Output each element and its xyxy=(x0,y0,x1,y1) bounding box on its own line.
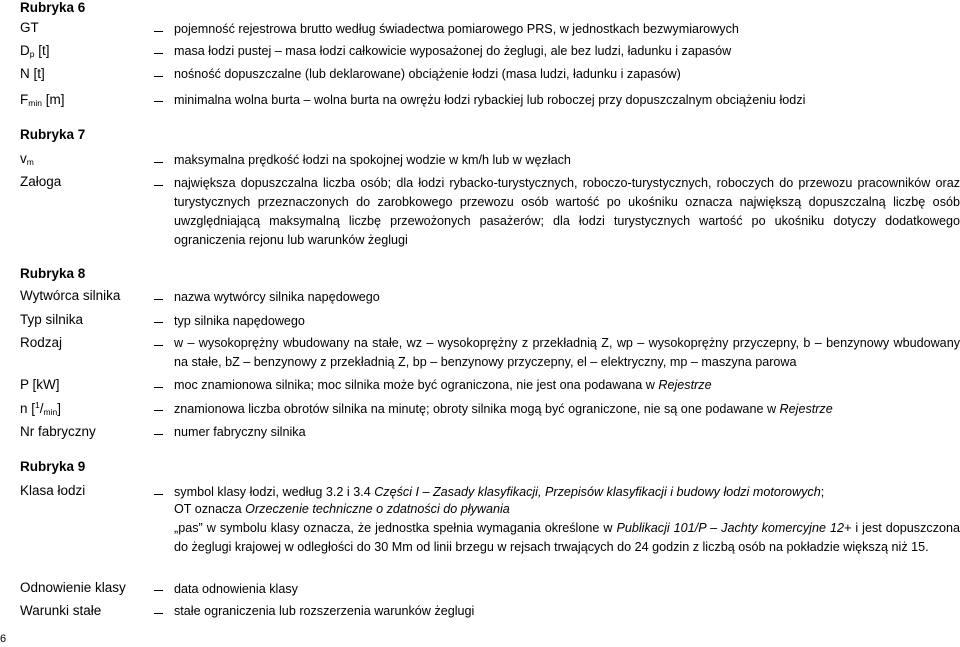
desc-n: nośność dopuszczalne (lub deklarowane) obciążenie łodzi (masa ludzi, ładunku i zapasów) xyxy=(174,67,681,81)
dash xyxy=(154,185,163,186)
heading-rubryka-6: Rubryka 6 xyxy=(20,0,86,15)
desc-typ: typ silnika napędowego xyxy=(174,314,305,328)
term-n-obroty: n $[^1/_{min}]$ xyxy=(20,400,61,417)
dash xyxy=(154,76,163,77)
term-klasa: Klasa łodzi xyxy=(20,483,86,498)
term-warunki: Warunki stałe xyxy=(20,603,102,618)
desc-n-obroty: znamionowa liczba obrotów silnika na minutę; obroty silnika mogą być ograniczone, nie są one podawane w Rejestrze xyxy=(174,402,833,416)
dash xyxy=(154,410,163,411)
dash xyxy=(154,613,163,614)
desc-rodzaj: w – wysokoprężny wbudowany na stałe, wz – wysokoprężny z przekładnią Z, wp – wysokoprężny przyczepny, b – benzynowy wbudowany na stałe, bZ – benzynowy z przekładnią Z, bp – benzynowy przyczepny, el – elektryczny, mp – maszyna parowa xyxy=(174,336,960,369)
desc-klasa-line2: OT oznacza Orzeczenie techniczne o zdatności do pływania xyxy=(174,502,510,516)
term-wytworca: Wytwórca silnika xyxy=(20,288,121,303)
dash xyxy=(154,387,163,388)
term-odnowienie: Odnowienie klasy xyxy=(20,580,126,595)
term-typ: Typ silnika xyxy=(20,312,84,327)
term-dp: $D_p$ [t] xyxy=(20,43,50,59)
dash xyxy=(154,434,163,435)
term-rodzaj: Rodzaj xyxy=(20,335,63,350)
term-fmin: $F_{min}$ [m] xyxy=(20,92,65,108)
desc-zaloga: największa dopuszczalna liczba osób; dla łodzi rybacko-turystycznych, roboczo-turystycznych, roboczych do przewozu pracowników oraz turystycznych przeznaczonych do zarobkowego przewozu osób wartość po ukośniku oznacza największą dopuszczalną liczbę osób uwzględniającą maksymalną liczbę przewożonych pasażerów; dla łodzi turystycznych wartość po ukośniku dotyczy dodatkowego ograniczenia rejonu lub warunków żeglugi xyxy=(174,176,960,247)
dash xyxy=(154,345,163,346)
term-gt: GT xyxy=(20,20,39,35)
desc-wytworca: nazwa wytwórcy silnika napędowego xyxy=(174,290,380,304)
term-vm: $v_m$ xyxy=(20,151,34,167)
desc-odnowienie: data odnowienia klasy xyxy=(174,582,298,596)
term-nr-fabryczny: Nr fabryczny xyxy=(20,424,96,439)
desc-klasa-pas: „pas” w symbolu klasy oznacza, że jednostka spełnia wymagania określone w Publikacji 101/P – Jachty komercyjne 12+ i jest dopuszczona do żeglugi krajowej w odległości do 30 Mm od linii brzegu w rejsach trwających do 24 godzin z liczbą osób na pokładzie większą niż 15. xyxy=(174,521,960,554)
desc-fmin: minimalna wolna burta – wolna burta na owrężu łodzi rybackiej lub roboczej przy dopuszczalnym obciążeniu łodzi xyxy=(174,93,806,107)
desc-gt: pojemność rejestrowa brutto według świadectwa pomiarowego PRS, w jednostkach bezwymiarowych xyxy=(174,22,739,36)
term-p: P [kW] xyxy=(20,377,60,392)
desc-klasa-line1: symbol klasy łodzi, według 3.2 i 3.4 Części I – Zasady klasyfikacji, Przepisów klasyfikacji i budowy łodzi motorowych; xyxy=(174,485,825,499)
heading-rubryka-7: Rubryka 7 xyxy=(20,127,86,142)
dash xyxy=(154,101,163,102)
dash xyxy=(154,590,163,591)
dash xyxy=(154,299,163,300)
page-number: 6 xyxy=(0,633,7,645)
dash xyxy=(154,494,163,495)
dash xyxy=(154,322,163,323)
heading-rubryka-8: Rubryka 8 xyxy=(20,266,86,281)
desc-p: moc znamionowa silnika; moc silnika może być ograniczona, nie jest ona podawana w Rejestrze xyxy=(174,378,712,392)
dash xyxy=(154,53,163,54)
desc-nr-fabryczny: numer fabryczny silnika xyxy=(174,425,306,439)
desc-vm: maksymalna prędkość łodzi na spokojnej wodzie w km/h lub w węzłach xyxy=(174,153,571,167)
dash xyxy=(154,162,163,163)
term-zaloga: Załoga xyxy=(20,174,62,189)
term-n: N [t] xyxy=(20,66,45,81)
desc-warunki: stałe ograniczenia lub rozszerzenia warunków żeglugi xyxy=(174,604,475,618)
desc-dp: masa łodzi pustej – masa łodzi całkowicie wyposażonej do żeglugi, ale bez ludzi, ładunku i zapasów xyxy=(174,44,732,58)
heading-rubryka-9: Rubryka 9 xyxy=(20,459,86,474)
dash xyxy=(154,31,163,32)
